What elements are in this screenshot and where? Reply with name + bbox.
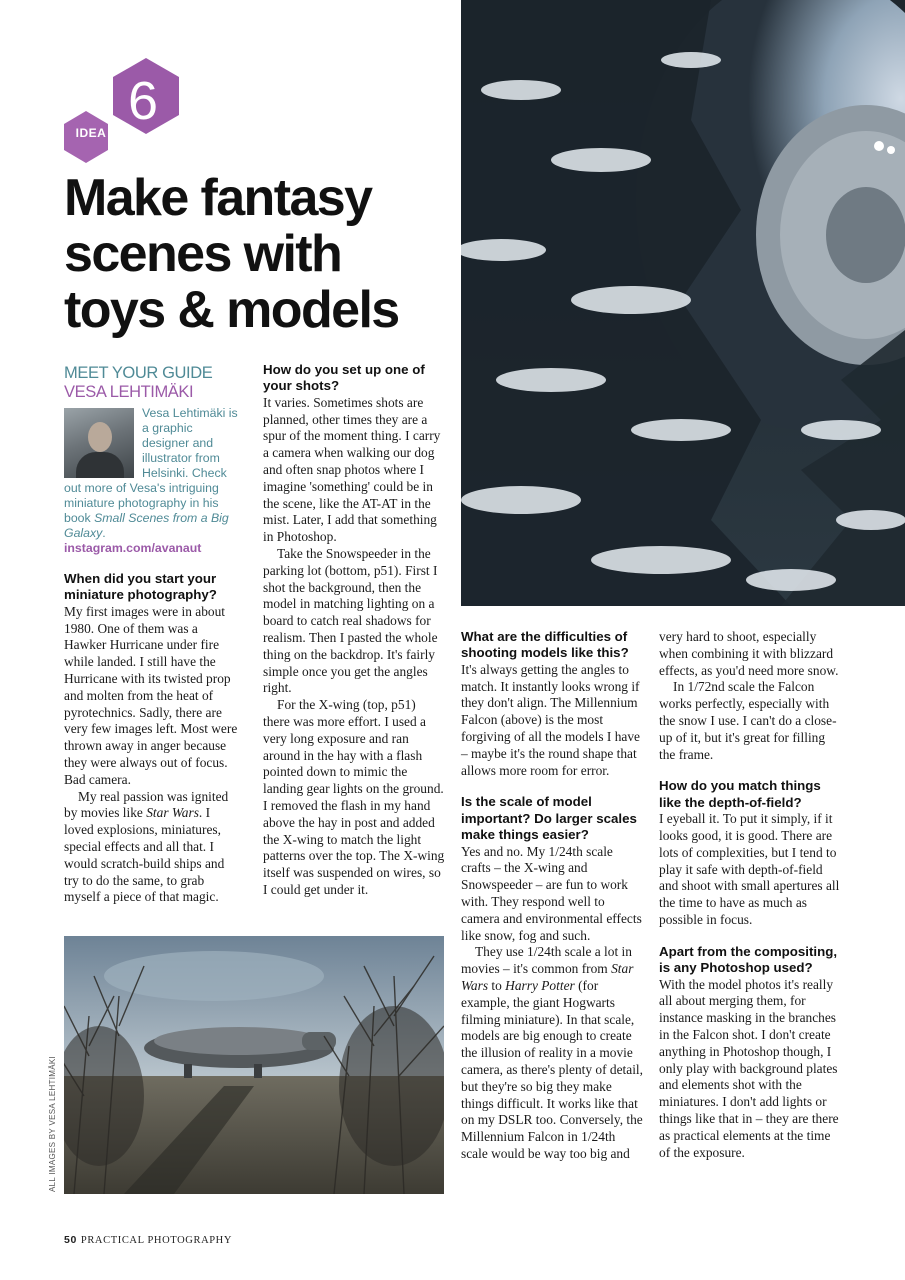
answer-paragraph: Take the Snowspeeder in the parking lot (bottom, p51). First I shot the background, then the model in matching lighting on a board to catch real shadows for realism. Then I pasted the whole thing on the backdrop. It's fairly simple once you get the angles right. — [263, 545, 438, 696]
answer-paragraph: Yes and no. My 1/24th scale crafts – the X-wing and Snowspeeder – are fun to work with. They respond well to camera and environmental effects like snow, fog and such. — [461, 843, 642, 943]
guide-name: VESA LEHTIMÄKI — [64, 383, 194, 401]
column-4 — [659, 629, 843, 1161]
idea-label: IDEA — [75, 126, 107, 140]
falcon-forest-photo — [461, 0, 905, 606]
answer-paragraph: very hard to shoot, especially when combining it with blizzard effects, as you'd need more snow. — [659, 629, 839, 678]
book-title: Small Scenes from a Big Galaxy — [64, 511, 229, 540]
column-1 — [64, 364, 240, 906]
answer-paragraph: With the model photos it's really all about merging them, for instance masking in the branches in the Falcon shot. I don't create anything in Photoshop though, I only play with background plates and elements shot with the miniatures. I don't add lights or things like that in – they are there as practical elements at the time of the exposure. — [659, 976, 839, 1160]
question-heading: How do you set up one of your shots? — [263, 362, 425, 394]
answer-paragraph: It varies. Sometimes shots are planned, other times they are a spur of the moment thing. I carry a camera when walking our dog and often snap photos where I imagine 'something' could be in the scene, like the AT-AT in the mist. Later, I add that something in Photoshop. — [263, 394, 441, 545]
page-footer — [64, 1234, 232, 1246]
column-2 — [263, 362, 445, 899]
article-headline — [64, 170, 454, 338]
answer-paragraph: I eyeball it. To put it simply, if it looks good, it is good. There are lots of complexities, but I tend to play it safe with depth-of-field and shoot with small apertures all the time to have as much as possible in focus. — [659, 811, 840, 927]
guide-instagram-link[interactable]: instagram.com/avanaut — [64, 541, 202, 555]
idea-number: 6 — [127, 71, 159, 131]
question-heading: How do you match things like the depth-of-field? — [659, 778, 821, 810]
answer-paragraph: For the X-wing (top, p51) there was more effort. I used a very long exposure and ran around in the hay with a flash pointed down to mimic the landing gear lights on the ground. I removed the flash in my hand above the hay in post and added the X-wing to match the light patterns over the top. The X-wing itself was suspended on wires, so I could get under it. — [263, 697, 445, 897]
answer-paragraph: In 1/72nd scale the Falcon works perfectly, especially with the snow I use. I can't do a close-up of it, but it's great for filling the frame. — [659, 679, 837, 762]
magazine-name: PRACTICAL PHOTOGRAPHY — [80, 1235, 233, 1246]
idea-badge — [62, 56, 184, 166]
question-heading: Is the scale of model important? Do larger scales make things easier? — [461, 794, 637, 843]
guide-title: MEET YOUR GUIDE — [64, 364, 213, 382]
question-heading: When did you start your miniature photography? — [64, 571, 217, 603]
column-3 — [461, 629, 643, 1163]
headline-line: Make fantasy — [64, 169, 372, 227]
falcon-field-photo — [64, 936, 444, 1194]
headline-line: scenes with — [64, 225, 342, 283]
photo-credit: ALL IMAGES BY VESA LEHTIMÄKI — [48, 1055, 57, 1192]
answer-paragraph: My first images were in about 1980. One of them was a Hawker Hurricane under fire while landed. I still have the Hurricane with its twisted prop and molten from the heat of pyrotechnics. Sadly, there are very few images left. Most were thrown away in anger because they were always out of focus. Bad camera. — [64, 603, 238, 787]
page-number: 50 — [64, 1234, 77, 1246]
guide-portrait — [64, 408, 134, 478]
answer-paragraph: They use 1/24th scale a lot in movies – it's common from Star Wars to Harry Potter (for example, the giant Hogwarts filming miniature). In that scale, models are big enough to create the illusion of reality in a movie camera, as there's plenty of detail, but they're so big they make things difficult. It works like that on my DSLR too. Conversely, the Millennium Falcon in 1/24th scale would be way too big and — [461, 944, 643, 1161]
guide-bio: Vesa Lehtimäki is a graphic designer and illustrator from Helsinki. Check out more of Vesa's intriguing miniature photography in his book Small Scenes from a Big Galaxy. instagram.com/avanaut — [64, 406, 238, 555]
answer-paragraph: My real passion was ignited by movies like Star Wars. I loved explosions, miniatures, special effects and all that. I would scratch-build ships and try to do the same, to grab myself a piece of that magic. — [64, 788, 229, 905]
answer-paragraph: It's always getting the angles to match. It instantly looks wrong if they don't align. The Millennium Falcon (above) is the most forgiving of all the models I have – maybe it's the round shape that allows more room for error. — [461, 661, 640, 778]
question-heading: What are the difficulties of shooting models like this? — [461, 629, 629, 661]
question-heading: Apart from the compositing, is any Photoshop used? — [659, 943, 838, 976]
headline-line: toys & models — [64, 281, 399, 339]
